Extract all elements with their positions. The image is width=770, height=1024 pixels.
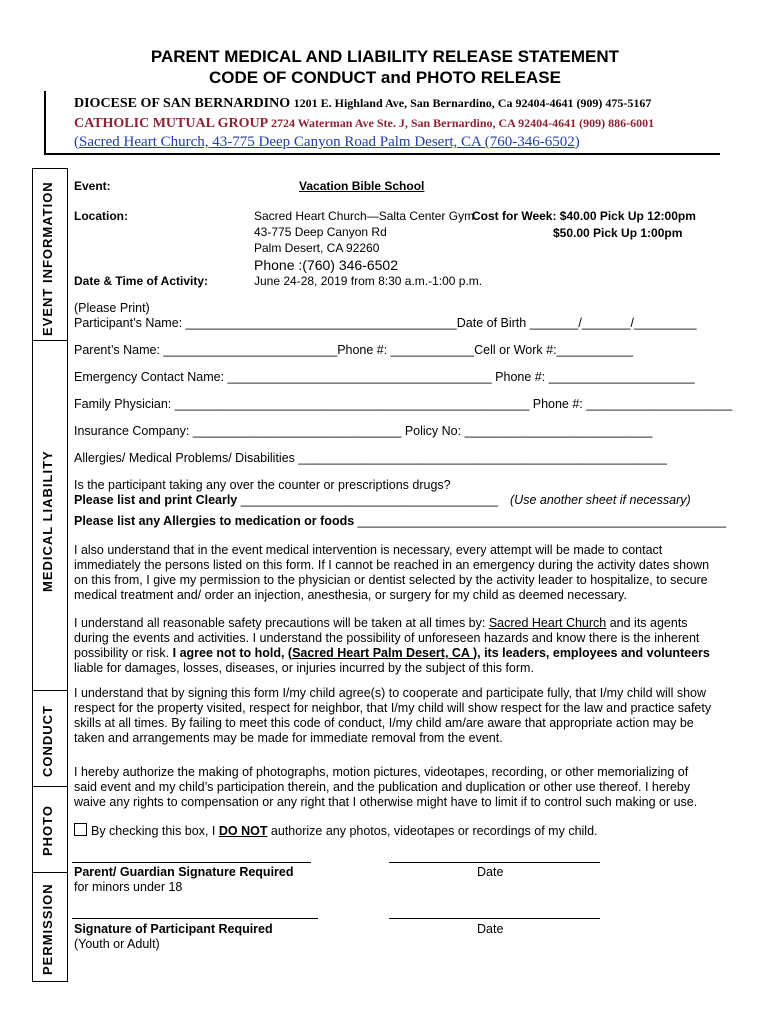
photo-optout-checkbox[interactable]: [74, 823, 87, 836]
liability-bold-1: I agree not to hold, (: [172, 646, 293, 660]
location-label: Location:: [74, 209, 128, 223]
parent-name-field[interactable]: Parent’s Name: _________________________Phone #: ____________Cell or Work #:___________: [74, 343, 634, 357]
liability-bold-2: ), its leaders, employees and volunteers: [472, 646, 710, 660]
event-value: Vacation Bible School: [299, 179, 425, 193]
participant-signature-label: Signature of Participant Required: [74, 922, 273, 936]
checkbox-do-not: DO NOT: [218, 824, 268, 838]
liability-paragraph: [74, 616, 714, 676]
church-close-paren: ): [574, 134, 580, 150]
section-label-permission: PERMISSION: [40, 883, 55, 975]
mutual-address: 2724 Waterman Ave Ste. J, San Bernardino, CA 92404-4641 (909) 886-6001: [270, 116, 655, 130]
medical-paragraph: I also understand that in the event medical intervention is necessary, every attempt will be made to contact immediately the persons listed on this form. If I cannot be reached in an emergency during the activity dates shown on this from, I give my permission to the physician or dentist selected by the activity leader to hospitalize, to secure medical treatment and/ order an injection, anesthesia, or surgery for my child as deemed necessary.: [74, 543, 710, 602]
date-line-2[interactable]: [389, 918, 600, 919]
section-label-medical: MEDICAL LIABILITY: [40, 450, 55, 592]
mutual-line: [74, 116, 654, 132]
date-line-1[interactable]: [389, 862, 600, 863]
family-physician-field[interactable]: Family Physician: ___________________________________________________ Phone #: _____________________: [74, 397, 733, 411]
liability-text-b: and its agents during the events and activities. I understand the possibility of unforeseen hazards and know there is the inherent possibility or risk.: [74, 616, 700, 660]
diocese-line: [74, 96, 651, 112]
participant-signature-line[interactable]: [72, 918, 318, 919]
diocese-address: 1201 E. Highland Ave, San Bernardino, Ca 92404-4641 (909) 475-5167: [293, 96, 652, 110]
liability-bold-church: Sacred Heart Palm Desert, CA: [292, 646, 473, 660]
section-label-conduct: CONDUCT: [40, 705, 55, 777]
section-divider: [32, 786, 68, 787]
parent-signature-line[interactable]: [72, 862, 311, 863]
liability-text-c: liable for damages, losses, diseases, or injuries incurred by the subject of this form.: [74, 661, 534, 675]
date-label-2: Date: [477, 922, 504, 936]
mutual-name: CATHOLIC MUTUAL GROUP: [74, 116, 268, 131]
section-divider: [32, 690, 68, 691]
section-label-photo: PHOTO: [40, 805, 55, 856]
allergy-meds-field[interactable]: [74, 514, 726, 529]
date-label-1: Date: [477, 865, 504, 879]
checkbox-text-a: By checking this box, I: [91, 824, 219, 838]
checkbox-text-b: authorize any photos, videotapes or recordings of my child.: [267, 824, 598, 838]
please-print: (Please Print): [74, 301, 150, 315]
parent-signature-label: Parent/ Guardian Signature Required: [74, 865, 294, 879]
church-address: Sacred Heart Church, 43-775 Deep Canyon Road Palm Desert, CA (760-346-6502: [79, 134, 575, 150]
liability-text-a: I understand all reasonable safety precautions will be taken at all times by:: [74, 616, 489, 630]
section-label-event: EVENT INFORMATION: [40, 181, 55, 336]
section-divider: [32, 340, 68, 341]
photo-optout-row: [74, 823, 598, 839]
allergies-field[interactable]: Allergies/ Medical Problems/ Disabilities _____________________________________________________: [74, 451, 667, 465]
cost-line2: $50.00 Pick Up 1:00pm: [553, 226, 683, 240]
event-label: Event:: [74, 179, 111, 193]
page-title: PARENT MEDICAL AND LIABILITY RELEASE STATEMENT: [150, 47, 620, 66]
liability-church: Sacred Heart Church: [488, 616, 607, 630]
cost-line1: Cost for Week: $40.00 Pick Up 12:00pm: [472, 209, 696, 223]
parent-signature-sub: for minors under 18: [74, 880, 183, 894]
participant-name-field[interactable]: Participant’s Name: _______________________________________Date of Birth _______/_______/_________: [74, 316, 697, 330]
diocese-name: DIOCESE OF SAN BERNARDINO: [74, 96, 291, 111]
drugs-note: (Use another sheet if necessary): [510, 493, 691, 507]
church-open-paren: (: [74, 134, 79, 150]
location-phone: Phone :(760) 346-6502: [254, 257, 398, 273]
page-subtitle: CODE OF CONDUCT and PHOTO RELEASE: [209, 68, 561, 87]
church-line: [74, 134, 580, 151]
insurance-field[interactable]: Insurance Company: ______________________________ Policy No: ___________________________: [74, 424, 653, 438]
emergency-contact-field[interactable]: Emergency Contact Name: ______________________________________ Phone #: _____________________: [74, 370, 695, 384]
drugs-list-field[interactable]: [74, 493, 498, 508]
allergy-meds-label: Please list any Allergies to medication or foods: [74, 514, 355, 528]
drugs-question: Is the participant taking any over the counter or prescriptions drugs?: [74, 478, 451, 492]
location-line2: 43-775 Deep Canyon Rd: [254, 225, 387, 239]
section-divider: [32, 872, 68, 873]
drugs-list-line: _____________________________________: [240, 493, 498, 507]
location-line1: Sacred Heart Church—Salta Center Gym: [254, 209, 475, 223]
allergy-meds-line: _____________________________________________________: [357, 514, 727, 528]
datetime-label: Date & Time of Activity:: [74, 274, 209, 288]
photo-paragraph: I hereby authorize the making of photographs, motion pictures, videotapes, recording, or other memorializing of said event and my child’s participation therein, and the publication and duplication or other use thereof. I hereby waive any rights to compensation or any right that I otherwise might have to limit if to control such making or use.: [74, 765, 698, 809]
location-line3: Palm Desert, CA 92260: [254, 241, 380, 255]
participant-signature-sub: (Youth or Adult): [74, 937, 160, 951]
datetime-value: June 24-28, 2019 from 8:30 a.m.-1:00 p.m.: [254, 274, 483, 288]
conduct-paragraph: I understand that by signing this form I/my child agree(s) to cooperate and participate fully, that I/my child will show respect for the property visited, respect for neighbor, that I/my child will show respect for the law and practice safety skills at all times. By failing to meet this code of conduct, I/my child am/are aware that appropriate action may be taken and arrangements may be made for immediate removal from the event.: [74, 686, 712, 745]
drugs-list-label: Please list and print Clearly: [74, 493, 238, 507]
